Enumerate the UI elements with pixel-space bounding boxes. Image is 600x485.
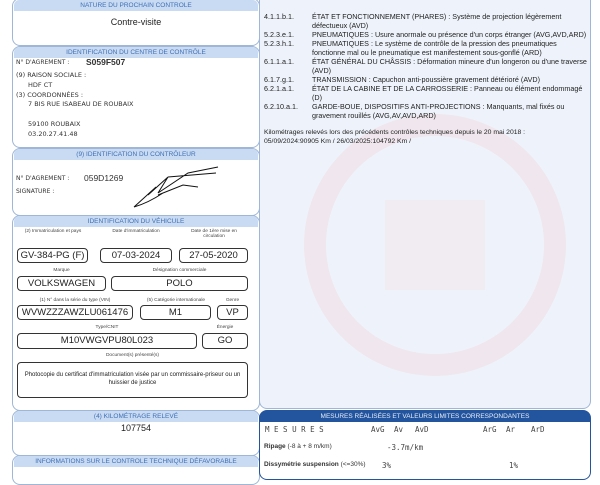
next-control-header: NATURE DU PROCHAIN CONTROLE xyxy=(14,0,258,11)
type-label: Type/CNIT xyxy=(95,325,119,330)
center-agrement: S059F507 xyxy=(86,57,126,67)
defect-text: ÉTAT GÉNÉRAL DU CHÂSSIS : Déformation mineure d'un longeron ou d'une traverse (AVD) xyxy=(312,57,587,75)
defect-item xyxy=(264,84,588,102)
ripage-label xyxy=(264,443,332,450)
previous-km-label: Kilométrages relevés lors des précédents contrôles techniques depuis le 20 mai 2018 : xyxy=(264,129,526,136)
defect-code: 5.2.3.h.1. xyxy=(264,39,294,48)
immat-field: GV-384-PG (F) xyxy=(17,248,88,263)
date-immat-field: 07-03-2024 xyxy=(100,248,172,263)
date-immat-label: Date d'immatriculation xyxy=(112,229,160,234)
dissym-label xyxy=(264,461,366,468)
center-agrement-label: N° D'AGREMENT : xyxy=(16,59,70,66)
defect-code: 6.1.1.a.1. xyxy=(264,57,294,66)
vin-field: WVWZZZAWZLU061476 xyxy=(17,305,133,320)
defects-list xyxy=(264,12,588,146)
designation-label: Désignation commerciale xyxy=(152,268,207,273)
date-first-field: 27-05-2020 xyxy=(179,248,248,263)
coord-label: (3) COORDONNÉES : xyxy=(16,91,84,99)
measures-title: M E S U R E S xyxy=(265,425,324,434)
address-line-2: 59100 ROUBAIX xyxy=(28,120,81,128)
defect-item xyxy=(264,102,588,120)
categorie-label: (5) Catégorie internationale xyxy=(146,298,206,303)
marque-field: VOLKSWAGEN xyxy=(17,276,106,291)
defect-item xyxy=(264,57,588,75)
dissym-front: 3% xyxy=(382,461,392,470)
mileage-value: 107754 xyxy=(120,423,152,433)
defect-item xyxy=(264,12,588,30)
defect-code: 5.2.3.e.1. xyxy=(264,30,294,39)
watermark-logo xyxy=(300,110,570,380)
defect-code: 6.2.1.a.1. xyxy=(264,84,294,93)
ripage-limit: (-8 à + 8 m/km) xyxy=(287,443,332,450)
genre-label: Genre xyxy=(225,298,240,303)
defect-code: 4.1.1.b.1. xyxy=(264,12,294,21)
immat-label: (2) Immatriculation et pays xyxy=(24,229,82,234)
col-av: Av xyxy=(394,425,404,434)
signature-label: SIGNATURE : xyxy=(16,188,55,195)
col-arg: ArG xyxy=(483,425,497,434)
col-ar: Ar xyxy=(506,425,516,434)
vehicle-header: IDENTIFICATION DU VÉHICULE xyxy=(14,216,258,227)
col-ard: ArD xyxy=(531,425,545,434)
defect-code: 6.1.7.g.1. xyxy=(264,75,294,84)
categorie-field: M1 xyxy=(140,305,211,320)
next-control-value: Contre-visite xyxy=(110,17,162,27)
col-avd: AvD xyxy=(415,425,429,434)
type-field: M10VWGVPU80L023 xyxy=(17,333,197,349)
defect-text: PNEUMATIQUES : Le système de contrôle de la pression des pneumatiques fonctionne mal ou le pneumatique est manifestement sous-gonflé (ARD) xyxy=(312,39,557,57)
signature-image xyxy=(128,165,223,210)
ripage-value: -3.7m/km xyxy=(387,443,424,452)
col-avg: AvG xyxy=(371,425,385,434)
address-line-1: 7 BIS RUE ISABEAU DE ROUBAIX xyxy=(28,100,134,108)
defect-code: 6.2.10.a.1. xyxy=(264,102,298,111)
raison: HDF CT xyxy=(28,81,53,89)
documents-label: Document(s) présenté(s) xyxy=(105,353,160,358)
energie-label: Énergie xyxy=(216,325,234,330)
documents-field: Photocopie du certificat d'immatriculation visée par un commissaire-priseur ou un huissier de justice xyxy=(17,362,248,398)
mileage-header: (4) KILOMÉTRAGE RELEVÉ xyxy=(14,411,258,422)
vin-label: (1) N° dans la série du type (VIN) xyxy=(39,298,111,303)
dissym-limit: (<=30%) xyxy=(340,461,366,468)
controller-agrement-label: N° D'AGREMENT : xyxy=(16,175,70,182)
defect-text: ÉTAT DE LA CABINE ET DE LA CARROSSERIE : Panneau ou élément endommagé (D) xyxy=(312,84,583,102)
ripage-name: Ripage xyxy=(264,443,286,450)
previous-km-values: 05/09/2024:90905 Km / 26/03/2025:104792 Km / xyxy=(264,137,412,145)
dissym-rear: 1% xyxy=(509,461,519,470)
controller-header: (9) IDENTIFICATION DU CONTRÔLEUR xyxy=(14,149,258,160)
phone: 03.20.27.41.48 xyxy=(28,130,78,138)
designation-field: POLO xyxy=(111,276,248,291)
energie-field: GO xyxy=(202,333,248,349)
defect-text: GARDE-BOUE, DISPOSITIFS ANTI-PROJECTIONS : Manquants, mal fixés ou gravement rouillés (AVG,AV,AVD,ARD) xyxy=(312,102,565,120)
defect-text: ÉTAT ET FONCTIONNEMENT (PHARES) : Système de projection légèrement défectueux (AVD) xyxy=(312,12,562,30)
controller-agrement: 059D1269 xyxy=(84,173,124,183)
genre-field: VP xyxy=(217,305,248,320)
defect-text: PNEUMATIQUES : Usure anormale ou présence d'un corps étranger (AVG,AVD,ARD) xyxy=(312,30,587,39)
measures-header: MESURES RÉALISÉES ET VALEURS LIMITES CORRESPONDANTES xyxy=(260,411,590,422)
raison-label: (9) RAISON SOCIALE : xyxy=(16,71,87,79)
defect-item xyxy=(264,75,588,84)
dissym-name: Dissymétrie suspension xyxy=(264,461,339,468)
date-first-label: Date de 1ère mise en circulation xyxy=(191,229,237,239)
defect-item xyxy=(264,39,588,57)
defect-item xyxy=(264,30,588,39)
info-header: INFORMATIONS SUR LE CONTROLE TECHNIQUE DÉFAVORABLE xyxy=(14,456,258,467)
marque-label: Marque xyxy=(53,268,70,273)
center-header: IDENTIFICATION DU CENTRE DE CONTRÔLE xyxy=(14,47,258,58)
defect-rows xyxy=(264,12,588,120)
defect-text: TRANSMISSION : Capuchon anti-poussière gravement détérioré (AVD) xyxy=(312,75,540,84)
